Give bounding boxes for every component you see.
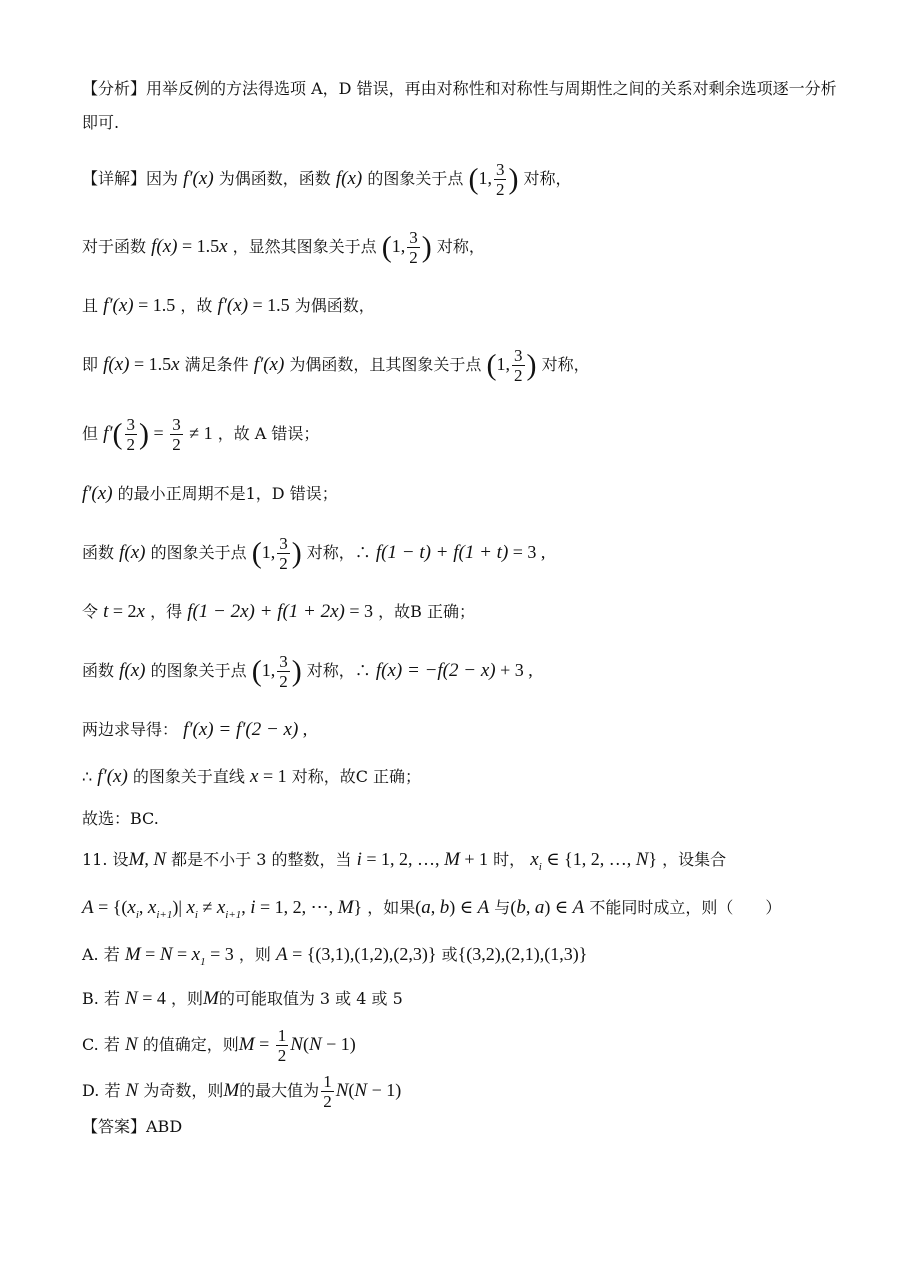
text: 对称， <box>436 237 485 256</box>
math: − 1) <box>321 1034 356 1054</box>
text: 与 <box>494 898 511 917</box>
text: 但 <box>82 424 99 443</box>
formula: f(x) <box>119 542 146 563</box>
text: 两边求导得： <box>82 720 179 739</box>
detail-line-3 <box>82 294 830 317</box>
detail-line-4 <box>82 344 830 386</box>
math: = 3 , <box>508 542 546 562</box>
text: 若 <box>103 989 120 1008</box>
text: 对称，∴ <box>306 543 371 562</box>
math: N <box>308 1034 322 1055</box>
paren: ( <box>251 654 262 688</box>
formula: f′(x) <box>82 483 113 504</box>
math: , <box>430 897 440 917</box>
option-A <box>82 943 587 973</box>
detail-line-11 <box>82 765 830 788</box>
answer-text: 【答案】ABD <box>82 1117 183 1136</box>
math: x <box>171 354 180 375</box>
text: 对称， <box>523 169 572 188</box>
math: 1, <box>261 660 276 680</box>
option-D <box>82 1072 401 1111</box>
text: ，故 A 错误； <box>217 424 320 443</box>
text: 为偶函数，且其图象关于点 <box>289 355 482 374</box>
formula: f′(x) <box>97 766 128 787</box>
option-B <box>82 987 403 1010</box>
math: )| <box>172 897 187 917</box>
text: ，故B 正确； <box>378 602 475 621</box>
math: + 1 <box>459 849 489 869</box>
text: 为偶函数， <box>294 296 375 315</box>
formula: f(x) <box>103 354 130 375</box>
text: 的图象关于点 <box>150 543 247 562</box>
detail-line-12 <box>82 808 830 830</box>
math: = 1, 2, ⋯, <box>255 897 338 917</box>
analysis-text: 用举反例的方法得选项 A，D 错误，再由对称性和对称性与周期性之间的关系对剩余选项逐一分析 <box>146 79 837 98</box>
option-C <box>82 1026 356 1065</box>
formula: N <box>635 849 649 870</box>
math: − 1) <box>367 1080 402 1100</box>
math: M <box>337 897 354 918</box>
math: } <box>353 897 363 917</box>
math: $x_i$ <box>127 897 139 921</box>
formula: t <box>103 601 109 622</box>
math: 1, <box>261 542 276 562</box>
text: 函数 <box>82 661 115 680</box>
math: 1, <box>478 168 492 188</box>
paren: ) <box>139 417 150 451</box>
analysis-label: 【分析】 <box>82 79 147 98</box>
formula: M <box>238 1034 255 1055</box>
fraction-1-2: $\frac{1}{2}$ <box>277 1026 287 1065</box>
math: $x_i$ <box>186 897 198 921</box>
text: 满足条件 <box>184 355 249 374</box>
math: = 1.5 <box>177 236 220 256</box>
math: = 2 <box>108 601 137 621</box>
fraction-3-2: $\frac{3}{2}$ <box>495 160 505 199</box>
formula: A <box>275 944 288 965</box>
math: N <box>354 1080 368 1101</box>
text: 令 <box>82 602 99 621</box>
text: 的图象关于点 <box>367 169 464 188</box>
formula: M <box>128 849 145 870</box>
math: , <box>298 719 308 739</box>
formula: f(x) <box>119 660 146 681</box>
fraction-3-2: $\frac{3}{2}$ <box>126 415 136 454</box>
option-label: A. <box>82 945 99 964</box>
math: 1, <box>391 236 406 256</box>
text: 的值确定，则 <box>142 1035 239 1054</box>
text: 的最大值为 <box>239 1081 320 1100</box>
question-number: 11. <box>82 850 108 869</box>
math: ( <box>302 1034 309 1054</box>
text: 函数 <box>82 543 115 562</box>
text: 即 <box>82 355 99 374</box>
detail-line-6 <box>82 483 830 505</box>
math: ≠ <box>197 897 217 917</box>
fraction-3-2: $\frac{3}{2}$ <box>514 346 523 385</box>
math: = {( <box>93 897 128 917</box>
formula: f′(x) = f′(2 − x) <box>183 719 299 740</box>
text: 且 <box>82 296 99 315</box>
text: ，则 <box>238 945 271 964</box>
math: = 1 <box>258 766 287 786</box>
option-label: B. <box>82 989 99 1008</box>
detail-line-2 <box>82 226 830 268</box>
math: ∈ {1, 2, …, <box>541 849 636 869</box>
paren: ( <box>486 348 497 382</box>
text: 或 <box>441 945 458 964</box>
paren: ( <box>381 230 392 264</box>
math: = {(3,1),(1,2),(2,3)} <box>287 944 437 964</box>
formula: f(1 − 2x) + f(1 + 2x) <box>187 601 345 622</box>
formula: M <box>444 849 460 870</box>
text: ∴ <box>82 767 93 786</box>
math: {(3,2),(2,1),(1,3)} <box>457 944 588 964</box>
text: 若 <box>103 1035 120 1054</box>
text: 对于函数 <box>82 237 147 256</box>
analysis-text-2: 即可. <box>82 113 120 132</box>
text: 对称， <box>541 355 590 374</box>
math: = 1, 2, …, <box>361 849 445 869</box>
text: 若 <box>104 1081 121 1100</box>
math: x <box>219 236 228 257</box>
text: 对称，故C 正确； <box>291 767 422 786</box>
paren: ( <box>251 536 262 570</box>
math: } <box>648 849 658 869</box>
option-label: C. <box>82 1035 99 1054</box>
text: 故选：BC. <box>82 809 159 828</box>
analysis-line-2 <box>82 112 830 134</box>
math: = <box>254 1034 274 1054</box>
formula: f(x) <box>151 236 178 257</box>
formula-set-A: A <box>82 897 94 918</box>
formula: f′(x) <box>253 354 285 375</box>
formula: N <box>153 849 167 870</box>
math: = 1.5 <box>129 354 172 374</box>
text: 时， <box>493 850 526 869</box>
fraction-3-2: $\frac{3}{2}$ <box>279 534 288 573</box>
math: = 3 <box>344 601 374 621</box>
math: A <box>572 897 585 918</box>
math: = 4 <box>137 988 166 1008</box>
math: = 3 <box>205 944 234 964</box>
formula: N <box>124 1034 138 1055</box>
math: = <box>140 944 160 964</box>
text: 若 <box>103 945 120 964</box>
text: 为奇数，则 <box>143 1081 224 1100</box>
math: ) ∈ <box>449 897 478 917</box>
fraction-3-2: $\frac{3}{2}$ <box>279 652 288 691</box>
math: ≠ 1 <box>184 423 213 443</box>
paren: ) <box>526 348 537 382</box>
formula: $x_i$ <box>530 849 542 873</box>
paren: ) <box>508 162 519 196</box>
math: = 1.5 <box>133 295 176 315</box>
fraction-3-2: $\frac{3}{2}$ <box>409 228 418 267</box>
text: ，故 <box>180 296 213 315</box>
math: ( <box>348 1080 355 1100</box>
math: a <box>534 897 545 918</box>
detail-line-8 <box>82 600 830 623</box>
text: 设 <box>112 850 129 869</box>
formula-f-x: f(x) <box>335 168 363 189</box>
math: = <box>149 423 169 443</box>
math: A <box>477 897 490 918</box>
detail-line-1 <box>82 158 830 200</box>
math: 1, <box>496 354 511 374</box>
question-stem-2 <box>82 896 830 926</box>
detail-line-7 <box>82 532 830 574</box>
question-stem-1 <box>82 848 830 878</box>
text: 不能同时成立，则（ ） <box>589 898 782 917</box>
fraction-3-2: $\frac{3}{2}$ <box>172 415 181 454</box>
text: 的图象关于点 <box>150 661 247 680</box>
formula: f′ <box>103 423 113 444</box>
formula: M <box>203 988 219 1009</box>
text: ，则 <box>170 989 203 1008</box>
math: i <box>250 897 256 918</box>
paren: ) <box>291 536 302 570</box>
detail-line-10 <box>82 718 830 741</box>
option-label: D. <box>82 1081 100 1100</box>
math: , <box>525 897 535 917</box>
math: + 3 , <box>495 660 533 680</box>
text: ，如果 <box>367 898 416 917</box>
math: = 1.5 <box>248 295 290 315</box>
formula: f′(x) <box>103 295 134 316</box>
math: ( <box>510 897 517 917</box>
math: $x_{i+1}$ <box>147 897 173 921</box>
math: , <box>241 897 251 917</box>
math: $x_{i+1}$ <box>216 897 242 921</box>
formula: f′(x) <box>217 295 249 316</box>
math: , <box>138 897 148 917</box>
paren: ( <box>112 417 123 451</box>
formula: x <box>250 766 259 787</box>
formula: f(1 − t) + f(1 + t) <box>375 542 509 563</box>
text: 的图象关于直线 <box>132 767 245 786</box>
math: $x_1$ <box>191 944 206 968</box>
answer-line <box>82 1116 182 1138</box>
text: 为偶函数，函数 <box>218 169 331 188</box>
fraction-1-2: $\frac{1}{2}$ <box>323 1072 332 1111</box>
analysis-line-1 <box>82 78 837 100</box>
formula: N <box>125 988 138 1009</box>
formula: M <box>223 1080 240 1101</box>
math: ( <box>415 897 422 917</box>
paren: ( <box>468 162 479 196</box>
paren: ) <box>291 654 302 688</box>
text: ，设集合 <box>662 850 727 869</box>
text: 的可能取值为 3 或 4 或 5 <box>218 989 403 1008</box>
formula: f(x) = −f(2 − x) <box>375 660 496 681</box>
text: 都是不小于 3 的整数，当 <box>171 850 352 869</box>
text: 因为 <box>146 169 179 188</box>
paren: ) <box>421 230 432 264</box>
math: b <box>516 897 526 918</box>
text: ，得 <box>150 602 183 621</box>
formula: N <box>125 1080 139 1101</box>
formula: M <box>124 944 141 965</box>
math: , <box>144 849 154 869</box>
detail-line-5 <box>82 413 830 455</box>
text: ，显然其图象关于点 <box>232 237 377 256</box>
math: N <box>335 1080 349 1101</box>
math: a <box>421 897 431 918</box>
math: b <box>439 897 450 918</box>
formula-fprime-x: f′(x) <box>183 168 214 189</box>
math: N <box>290 1034 303 1055</box>
math: = <box>172 944 192 964</box>
detail-line-9 <box>82 650 830 692</box>
math: x <box>136 601 145 622</box>
math: N <box>159 944 173 965</box>
detail-label: 【详解】 <box>82 169 147 188</box>
text: 对称，∴ <box>306 661 371 680</box>
formula: i <box>356 849 362 870</box>
math: ) ∈ <box>544 897 573 917</box>
text: 的最小正周期不是1，D 错误； <box>117 484 338 503</box>
